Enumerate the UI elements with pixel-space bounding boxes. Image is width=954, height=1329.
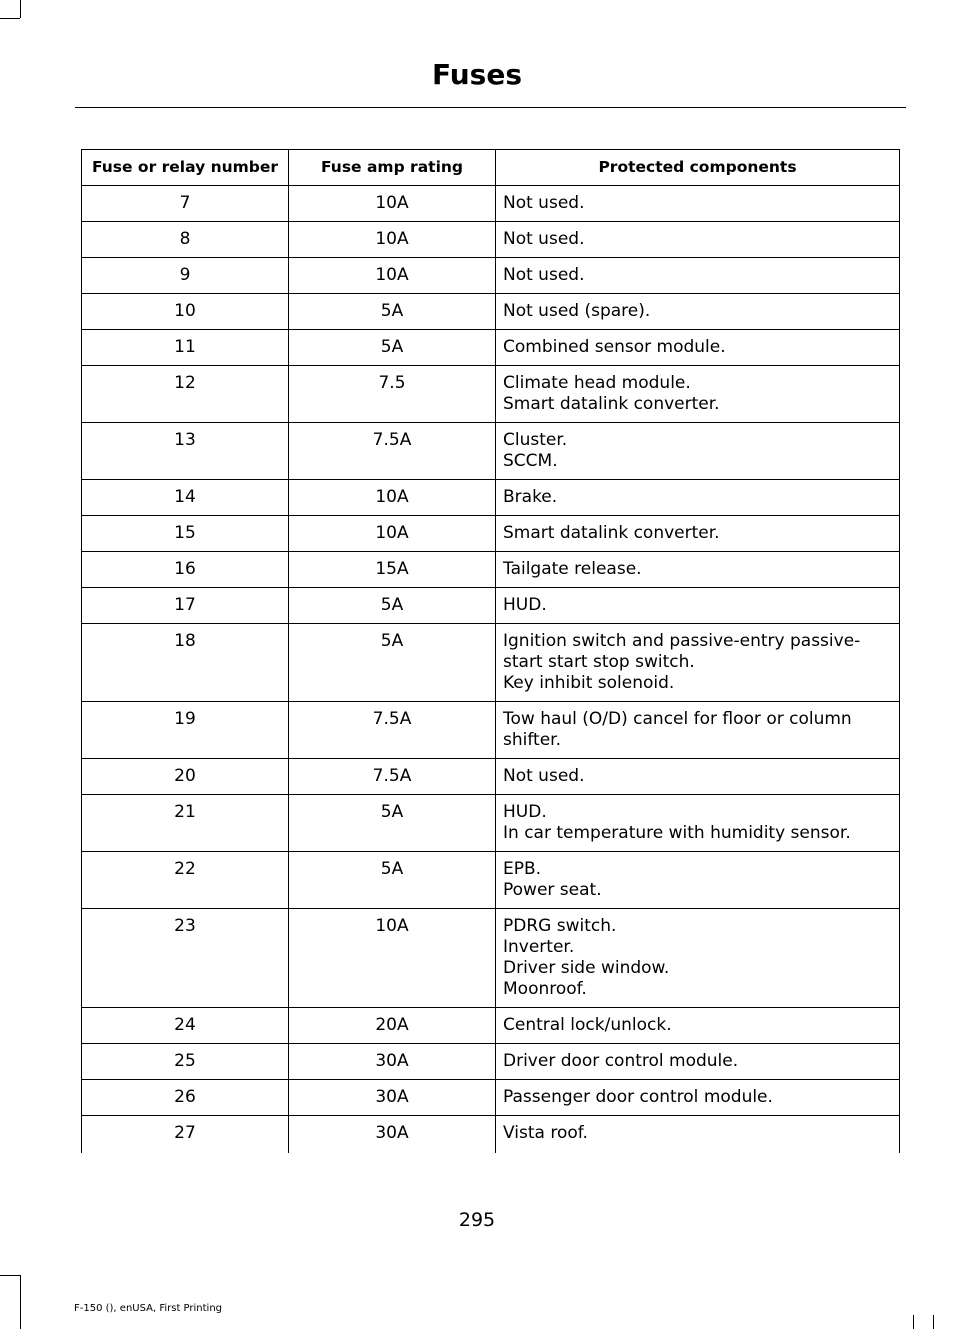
component-line: Inverter.	[503, 937, 575, 957]
fuse-number-cell: 18	[82, 624, 289, 702]
protected-components-cell	[496, 258, 900, 294]
protected-components-cell	[496, 186, 900, 222]
protected-components-cell	[496, 1080, 900, 1116]
fuse-number-cell: 10	[82, 294, 289, 330]
protected-components-cell	[496, 366, 900, 423]
component-line: Driver side window.	[503, 958, 670, 978]
fuse-rating-cell: 10A	[289, 480, 496, 516]
protected-components-cell	[496, 222, 900, 258]
table-row	[82, 1044, 900, 1080]
fuse-number-cell: 24	[82, 1008, 289, 1044]
protected-components-cell	[496, 1116, 900, 1153]
table-row	[82, 258, 900, 294]
component-line: Not used.	[503, 766, 585, 786]
table-row	[82, 795, 900, 852]
table-row	[82, 330, 900, 366]
component-line: Not used (spare).	[503, 301, 651, 321]
component-line: Brake.	[503, 487, 558, 507]
fuse-rating-cell: 10A	[289, 258, 496, 294]
protected-components-cell	[496, 552, 900, 588]
component-line: Not used.	[503, 265, 585, 285]
protected-components-cell	[496, 702, 900, 759]
crop-mark	[0, 18, 20, 19]
table-row	[82, 909, 900, 1008]
component-line: HUD.	[503, 595, 547, 615]
fuse-number-cell: 20	[82, 759, 289, 795]
component-line: Key inhibit solenoid.	[503, 673, 675, 693]
fuse-number-cell: 11	[82, 330, 289, 366]
protected-components-cell	[496, 423, 900, 480]
protected-components-cell	[496, 480, 900, 516]
column-header-rating: Fuse amp rating	[289, 150, 496, 186]
fuse-number-cell: 17	[82, 588, 289, 624]
protected-components-cell	[496, 330, 900, 366]
component-line: Moonroof.	[503, 979, 587, 999]
component-line: Ignition switch and passive-entry passive-start start stop switch.	[503, 631, 861, 672]
protected-components-cell	[496, 516, 900, 552]
crop-mark	[0, 1275, 20, 1276]
fuse-number-cell: 9	[82, 258, 289, 294]
component-line: Smart datalink converter.	[503, 394, 720, 414]
table-row	[82, 1008, 900, 1044]
fuse-rating-cell: 7.5A	[289, 759, 496, 795]
fuse-rating-cell: 7.5	[289, 366, 496, 423]
component-line: Tow haul (O/D) cancel for floor or column shifter.	[503, 709, 852, 750]
fuse-number-cell: 25	[82, 1044, 289, 1080]
table-row	[82, 366, 900, 423]
table-row	[82, 516, 900, 552]
component-line: Tailgate release.	[503, 559, 642, 579]
fuse-rating-cell: 30A	[289, 1080, 496, 1116]
protected-components-cell	[496, 759, 900, 795]
fuse-rating-cell: 10A	[289, 222, 496, 258]
component-line: Not used.	[503, 193, 585, 213]
protected-components-cell	[496, 588, 900, 624]
protected-components-cell	[496, 795, 900, 852]
table-row	[82, 423, 900, 480]
fuse-number-cell: 23	[82, 909, 289, 1008]
protected-components-cell	[496, 294, 900, 330]
component-line: Power seat.	[503, 880, 602, 900]
fuse-rating-cell: 5A	[289, 294, 496, 330]
fuse-number-cell: 15	[82, 516, 289, 552]
fuse-rating-cell: 5A	[289, 330, 496, 366]
table-row	[82, 588, 900, 624]
component-line: Central lock/unlock.	[503, 1015, 672, 1035]
fuse-rating-cell: 5A	[289, 795, 496, 852]
table-header-row	[82, 150, 900, 186]
table-row	[82, 222, 900, 258]
fuse-rating-cell: 15A	[289, 552, 496, 588]
fuse-rating-cell: 7.5A	[289, 702, 496, 759]
protected-components-cell	[496, 852, 900, 909]
fuse-rating-cell: 5A	[289, 852, 496, 909]
fuse-number-cell: 8	[82, 222, 289, 258]
fuse-table-body	[82, 186, 900, 1153]
component-line: Smart datalink converter.	[503, 523, 720, 543]
component-line: SCCM.	[503, 451, 558, 471]
table-row	[82, 1116, 900, 1153]
fuse-rating-cell: 5A	[289, 588, 496, 624]
table-row	[82, 480, 900, 516]
component-line: Vista roof.	[503, 1123, 588, 1143]
column-header-number: Fuse or relay number	[82, 150, 289, 186]
table-row	[82, 852, 900, 909]
component-line: PDRG switch.	[503, 916, 617, 936]
protected-components-cell	[496, 1008, 900, 1044]
component-line: Combined sensor module.	[503, 337, 726, 357]
crop-mark	[20, 0, 21, 18]
table-row	[82, 624, 900, 702]
fuse-number-cell: 14	[82, 480, 289, 516]
fuse-number-cell: 16	[82, 552, 289, 588]
column-header-components: Protected components	[496, 150, 900, 186]
table-row	[82, 1080, 900, 1116]
component-line: EPB.	[503, 859, 542, 879]
table-row	[82, 552, 900, 588]
page-title: Fuses	[432, 58, 522, 91]
table-row	[82, 186, 900, 222]
fuse-table	[81, 149, 900, 1153]
footer-text: F-150 (), enUSA, First Printing	[74, 1303, 223, 1314]
fuse-rating-cell: 30A	[289, 1116, 496, 1153]
component-line: Not used.	[503, 229, 585, 249]
fuse-rating-cell: 10A	[289, 516, 496, 552]
fuse-number-cell: 26	[82, 1080, 289, 1116]
page-number: 295	[458, 1209, 496, 1231]
crop-mark	[913, 1315, 914, 1329]
fuse-number-cell: 12	[82, 366, 289, 423]
title-divider	[75, 107, 906, 108]
protected-components-cell	[496, 1044, 900, 1080]
table-row	[82, 702, 900, 759]
fuse-number-cell: 19	[82, 702, 289, 759]
protected-components-cell	[496, 624, 900, 702]
fuse-number-cell: 22	[82, 852, 289, 909]
component-line: Cluster.	[503, 430, 568, 450]
fuse-rating-cell: 10A	[289, 909, 496, 1008]
fuse-number-cell: 21	[82, 795, 289, 852]
fuse-rating-cell: 7.5A	[289, 423, 496, 480]
fuse-number-cell: 13	[82, 423, 289, 480]
fuse-rating-cell: 5A	[289, 624, 496, 702]
component-line: HUD.	[503, 802, 547, 822]
fuse-rating-cell: 10A	[289, 186, 496, 222]
protected-components-cell	[496, 909, 900, 1008]
fuse-rating-cell: 20A	[289, 1008, 496, 1044]
fuse-number-cell: 27	[82, 1116, 289, 1153]
component-line: Climate head module.	[503, 373, 691, 393]
crop-mark	[20, 1275, 21, 1329]
component-line: Passenger door control module.	[503, 1087, 773, 1107]
fuse-rating-cell: 30A	[289, 1044, 496, 1080]
table-row	[82, 759, 900, 795]
fuse-number-cell: 7	[82, 186, 289, 222]
component-line: Driver door control module.	[503, 1051, 739, 1071]
crop-mark	[933, 1315, 934, 1329]
component-line: In car temperature with humidity sensor.	[503, 823, 851, 843]
table-row	[82, 294, 900, 330]
